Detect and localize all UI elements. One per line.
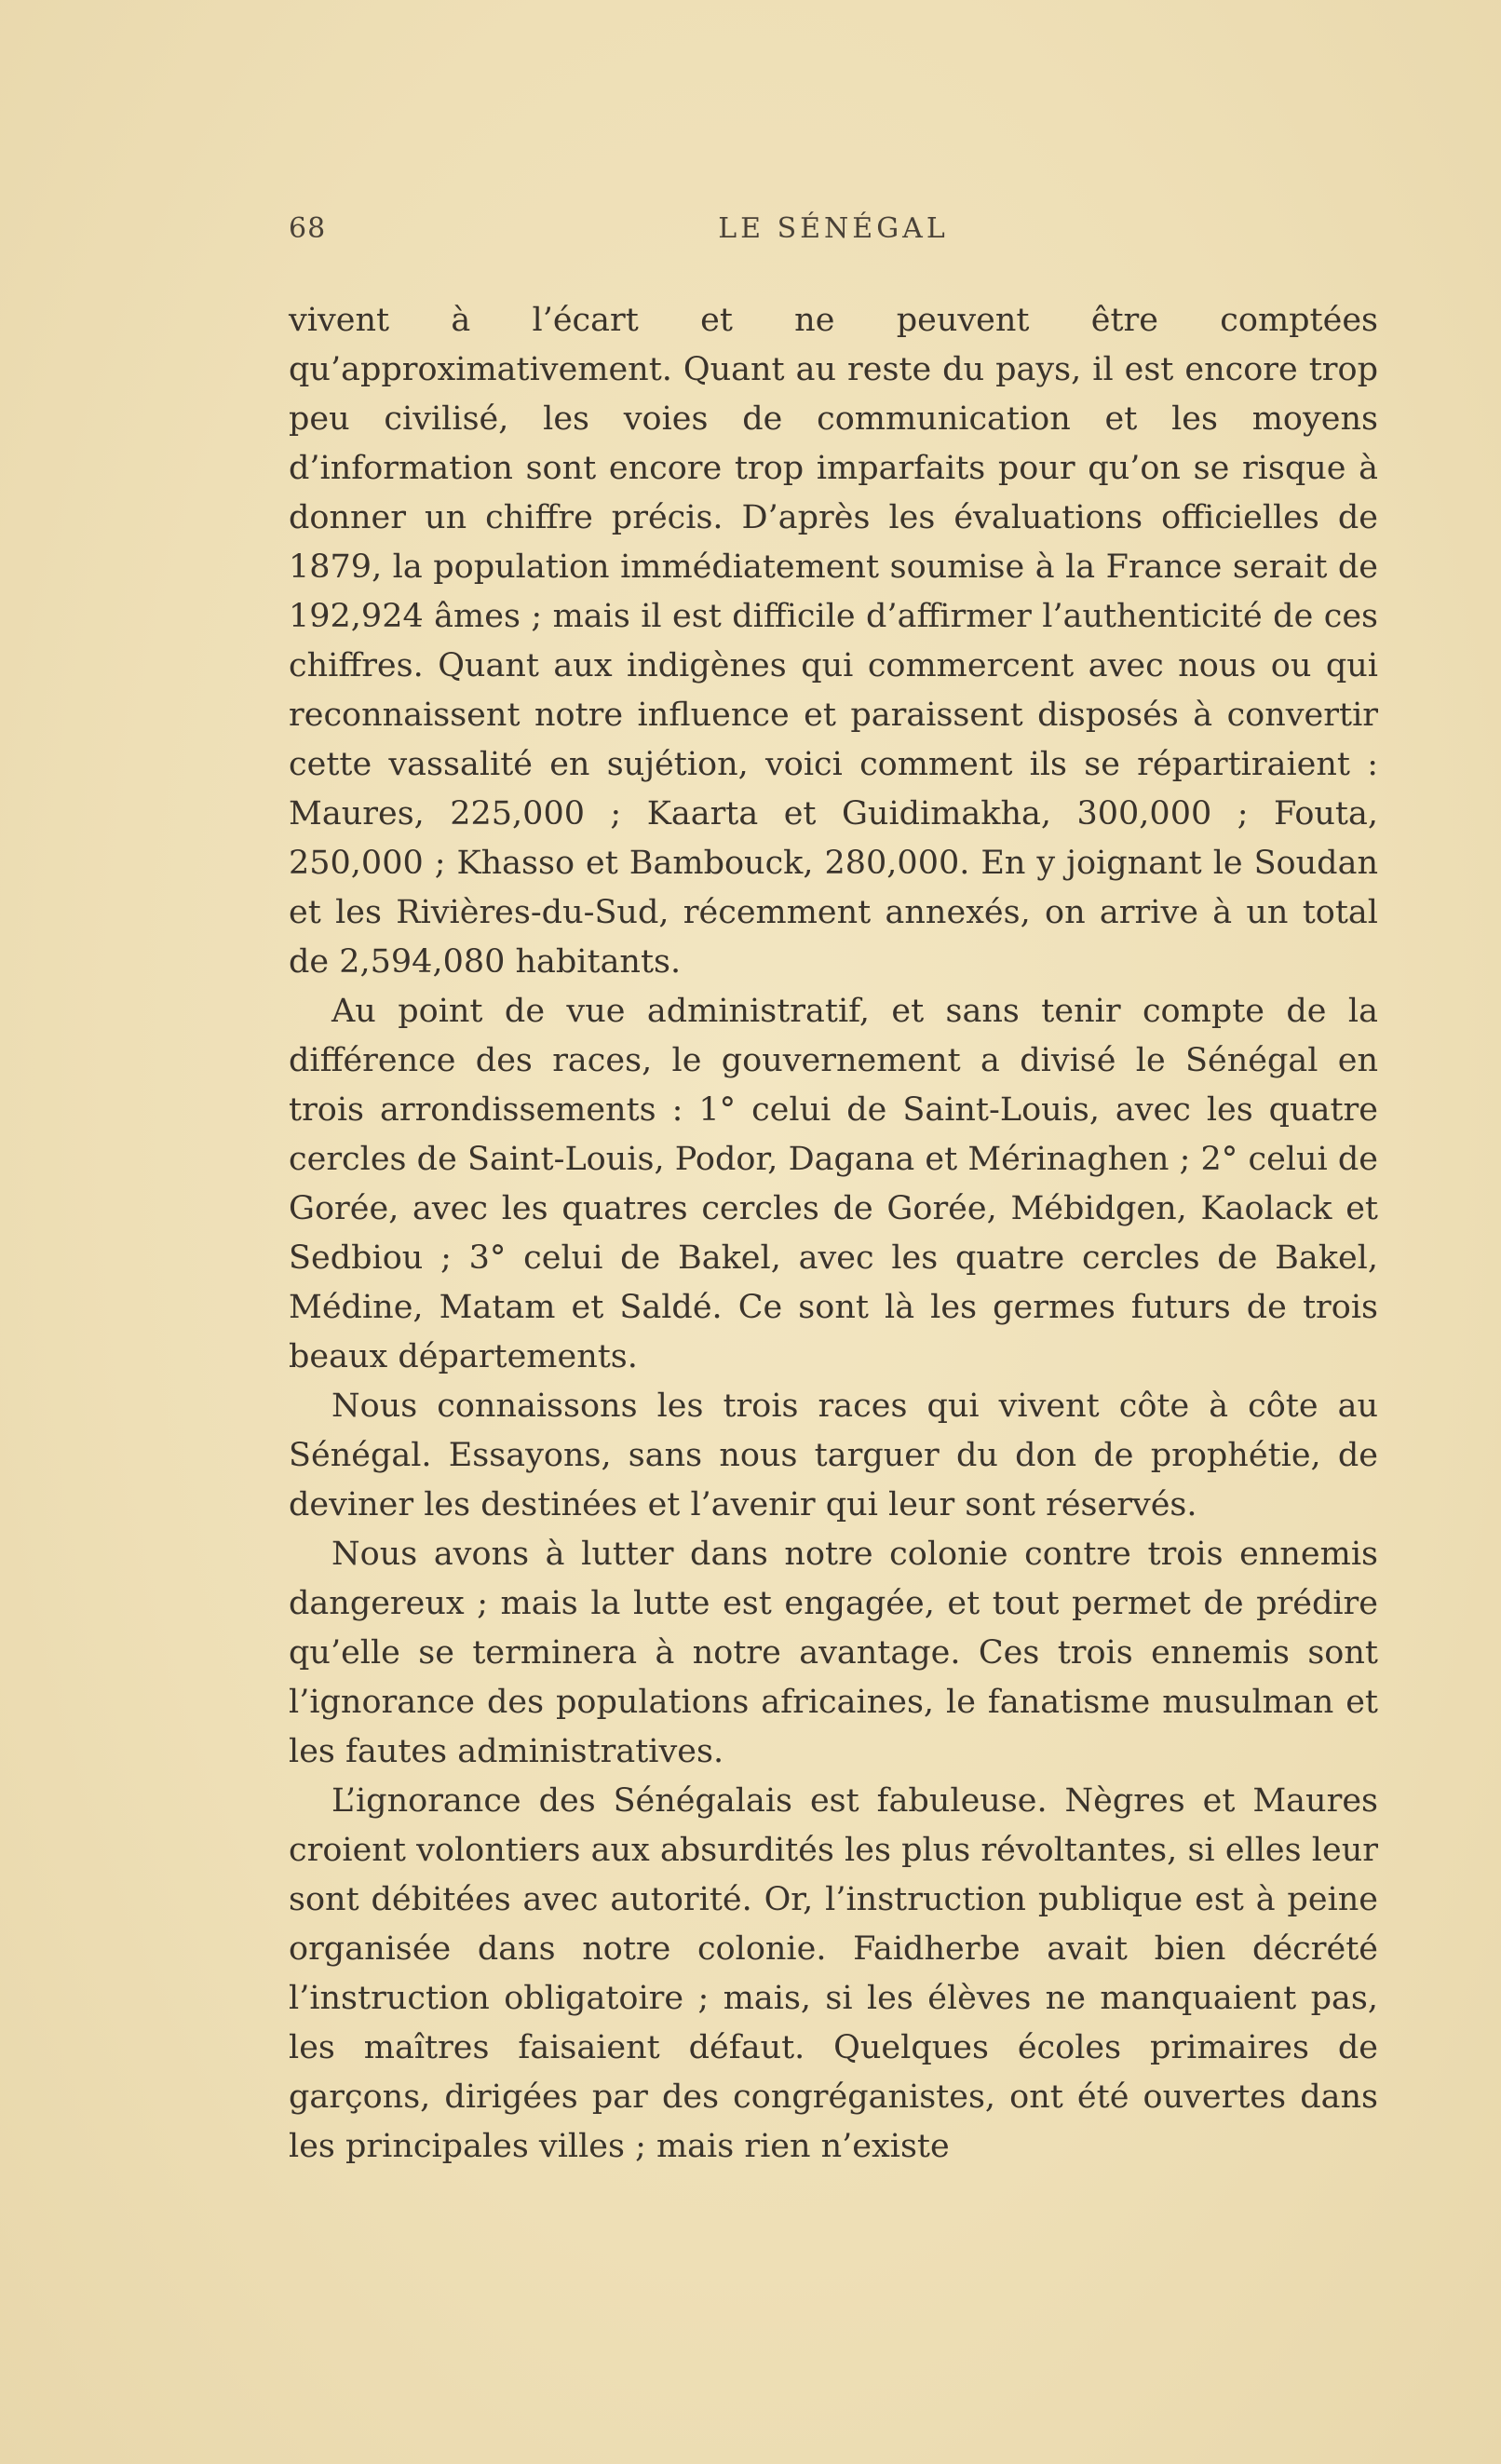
paragraph-races: Nous connaissons les trois races qui vivent côte à côte au Sénégal. Essayons, sans nous targuer du don de prophétie, de deviner les destinées et l’avenir qui leur sont réservés.	[289, 1388, 1378, 1523]
body-text	[289, 296, 1378, 2172]
paragraph-continued: vivent à l’écart et ne peuvent être comptées qu’approximativement. Quant au reste du pays, il est encore trop peu civilisé, les voies de communication et les moyens d’information sont encore trop imparfaits pour qu’on se risque à donner un chiffre précis. D’après les évaluations officielles de 1879, la population immédiatement soumise à la France serait de 192,924 âmes ; mais il est difficile d’affirmer l’authenticité de ces chiffres. Quant aux indigènes qui commercent avec nous ou qui reconnaissent notre influence et paraissent disposés à convertir cette vassalité en sujétion, voici comment ils se répartiraient : Maures, 225,000 ; Kaarta et Guidimakha, 300,000 ; Fouta, 250,000 ; Khasso et Bambouck, 280,000. En y joignant le Soudan et les Rivières-du-Sud, récemment annexés, on arrive à un total de 2,594,080 habitants.	[289, 302, 1378, 981]
running-title: LE SÉNÉGAL	[718, 212, 949, 245]
paragraph-ignorance: L’ignorance des Sénégalais est fabuleuse. Nègres et Maures croient volontiers aux absurdités les plus révoltantes, si elles leur sont débitées avec autorité. Or, l’instruction publique est à peine organisée dans notre colonie. Faidherbe avait bien décrété l’instruction obligatoire ; mais, si les élèves ne manquaient pas, les maîtres faisaient défaut. Quelques écoles primaires de garçons, dirigées par des congréganistes, ont été ouvertes dans les principales villes ; mais rien n’existe	[289, 1782, 1378, 2165]
book-page	[289, 212, 1378, 2172]
running-head	[289, 212, 1378, 259]
paragraph-enemies: Nous avons à lutter dans notre colonie contre trois ennemis dangereux ; mais la lutte est engagée, et tout permet de prédire qu’elle se terminera à notre avantage. Ces trois ennemis sont l’ignorance des populations africaines, le fanatisme musulman et les fautes administratives.	[289, 1536, 1378, 1770]
paragraph-administration: Au point de vue administratif, et sans tenir compte de la différence des races, le gouvernement a divisé le Sénégal en trois arrondissements : 1° celui de Saint-Louis, avec les quatre cercles de Saint-Louis, Podor, Dagana et Mérinaghen ; 2° celui de Gorée, avec les quatres cercles de Gorée, Mébidgen, Kaolack et Sedbiou ; 3° celui de Bakel, avec les quatre cercles de Bakel, Médine, Matam et Saldé. Ce sont là les germes futurs de trois beaux départements.	[289, 993, 1378, 1375]
page-number: 68	[289, 212, 327, 245]
